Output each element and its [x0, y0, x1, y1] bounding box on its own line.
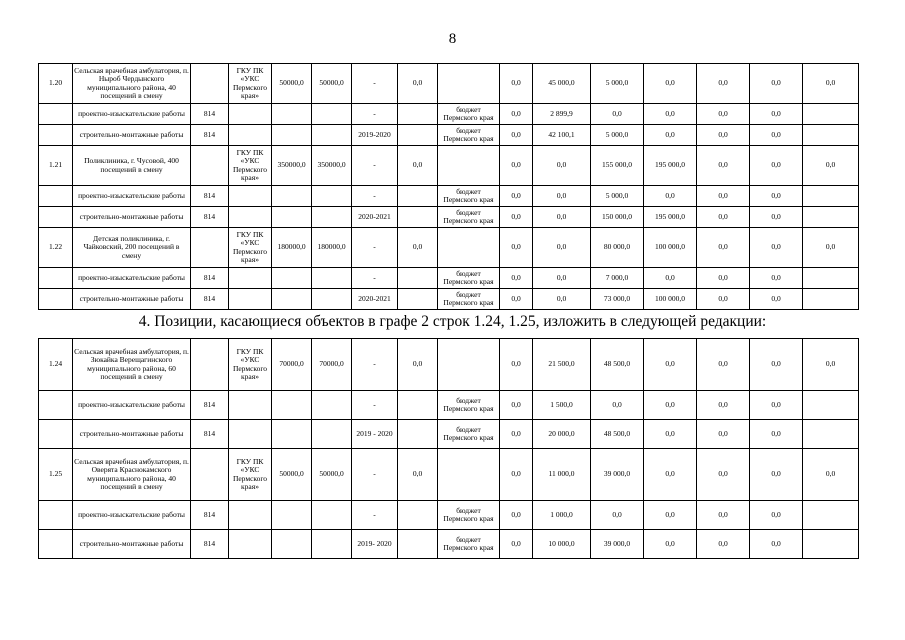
- table-row-subitem: [39, 391, 859, 420]
- cell-year-value: 42 100,1: [533, 125, 591, 146]
- cell-year-value: 0,0: [500, 420, 533, 449]
- cell-year-value: 0,0: [697, 268, 750, 289]
- table-row-subitem: [39, 186, 859, 207]
- cell-object-name: Сельская врачебная амбулатория, п. Ныроб Чердынского муниципального района, 40 посещений в смену: [73, 64, 191, 104]
- cell-funding-source: бюджет Пермского края: [438, 391, 500, 420]
- cell-year-value: 0,0: [750, 501, 803, 530]
- cell-budget-code: 814: [191, 207, 229, 228]
- cell-used-funds: 0,0: [398, 339, 438, 391]
- table-row-object: [39, 339, 859, 391]
- page-number: 8: [448, 31, 457, 47]
- cell-year-value: 0,0: [697, 420, 750, 449]
- cell-year-value: 0,0: [500, 228, 533, 268]
- cell-year-value: 0,0: [750, 289, 803, 310]
- cell-year-value: 0,0: [644, 391, 697, 420]
- cell-year-value: 0,0: [803, 64, 859, 104]
- cell-used-funds: [398, 530, 438, 559]
- cell-cost-limit: [312, 207, 352, 228]
- cell-year-value: 1 500,0: [533, 391, 591, 420]
- cell-year-value: 0,0: [750, 449, 803, 501]
- table-row-subitem: [39, 207, 859, 228]
- cell-year-value: 0,0: [500, 146, 533, 186]
- cell-object-name: проектно-изыскательские работы: [73, 501, 191, 530]
- table-row-subitem: [39, 289, 859, 310]
- cell-cost-limit: [312, 125, 352, 146]
- cell-year-value: 0,0: [644, 64, 697, 104]
- cell-year-value: 0,0: [750, 104, 803, 125]
- cell-used-funds: [398, 207, 438, 228]
- cell-year-value: 73 000,0: [591, 289, 644, 310]
- cell-funding-source: бюджет Пермского края: [438, 207, 500, 228]
- cell-customer: [229, 289, 272, 310]
- cell-cost-limit: [312, 501, 352, 530]
- cell-year-value: 0,0: [803, 449, 859, 501]
- cell-used-funds: 0,0: [398, 146, 438, 186]
- cell-year-value: 0,0: [750, 268, 803, 289]
- cell-year-value: 0,0: [803, 146, 859, 186]
- cell-customer: ГКУ ПК «УКС Пермского края»: [229, 146, 272, 186]
- cell-row-number: 1.24: [39, 339, 73, 391]
- cell-year-value: 39 000,0: [591, 449, 644, 501]
- cell-budget-code: 814: [191, 268, 229, 289]
- cell-estimated-cost: [272, 104, 312, 125]
- cell-year-value: 0,0: [500, 530, 533, 559]
- cell-year-value: 2 899,9: [533, 104, 591, 125]
- cell-year-value: 0,0: [697, 289, 750, 310]
- cell-year-value: [803, 207, 859, 228]
- cell-year-value: 0,0: [500, 268, 533, 289]
- cell-year-value: 39 000,0: [591, 530, 644, 559]
- cell-row-number: [39, 289, 73, 310]
- cell-used-funds: [398, 125, 438, 146]
- cell-row-number: [39, 207, 73, 228]
- cell-row-number: [39, 530, 73, 559]
- cell-construction-period: -: [352, 186, 398, 207]
- cell-year-value: 10 000,0: [533, 530, 591, 559]
- cell-object-name: проектно-изыскательские работы: [73, 268, 191, 289]
- cell-year-value: [803, 186, 859, 207]
- cell-estimated-cost: [272, 268, 312, 289]
- cell-year-value: 0,0: [750, 420, 803, 449]
- cell-year-value: 0,0: [644, 420, 697, 449]
- cell-customer: [229, 420, 272, 449]
- table-row-subitem: [39, 501, 859, 530]
- cell-construction-period: -: [352, 391, 398, 420]
- cell-year-value: [803, 289, 859, 310]
- cell-year-value: 5 000,0: [591, 125, 644, 146]
- cell-cost-limit: [312, 104, 352, 125]
- cell-year-value: 0,0: [697, 64, 750, 104]
- cell-funding-source: [438, 339, 500, 391]
- cell-cost-limit: [312, 289, 352, 310]
- cell-construction-period: -: [352, 339, 398, 391]
- cell-year-value: 0,0: [591, 501, 644, 530]
- cell-year-value: 155 000,0: [591, 146, 644, 186]
- cell-year-value: 0,0: [644, 501, 697, 530]
- cell-customer: ГКУ ПК «УКС Пермского края»: [229, 64, 272, 104]
- cell-year-value: 0,0: [644, 125, 697, 146]
- cell-customer: [229, 530, 272, 559]
- cell-cost-limit: 350000,0: [312, 146, 352, 186]
- cell-funding-source: бюджет Пермского края: [438, 104, 500, 125]
- cell-funding-source: бюджет Пермского края: [438, 420, 500, 449]
- cell-estimated-cost: [272, 501, 312, 530]
- cell-construction-period: 2020-2021: [352, 207, 398, 228]
- cell-used-funds: [398, 268, 438, 289]
- cell-year-value: 0,0: [750, 391, 803, 420]
- cell-used-funds: [398, 186, 438, 207]
- cell-row-number: [39, 186, 73, 207]
- cell-object-name: строительно-монтажные работы: [73, 125, 191, 146]
- cell-year-value: 100 000,0: [644, 228, 697, 268]
- cell-customer: ГКУ ПК «УКС Пермского края»: [229, 339, 272, 391]
- cell-budget-code: 814: [191, 530, 229, 559]
- cell-year-value: 0,0: [500, 339, 533, 391]
- cell-year-value: 0,0: [500, 207, 533, 228]
- cell-row-number: [39, 125, 73, 146]
- cell-year-value: 11 000,0: [533, 449, 591, 501]
- cell-year-value: 0,0: [500, 104, 533, 125]
- cell-year-value: 0,0: [500, 125, 533, 146]
- cell-year-value: 0,0: [750, 64, 803, 104]
- table-row-subitem: [39, 268, 859, 289]
- cell-year-value: [803, 125, 859, 146]
- cell-used-funds: [398, 289, 438, 310]
- cell-year-value: 20 000,0: [533, 420, 591, 449]
- cell-object-name: Сельская врачебная амбулатория, п. Зюкайка Верещагинского муниципального района, 60 посещений в смену: [73, 339, 191, 391]
- cell-funding-source: бюджет Пермского края: [438, 186, 500, 207]
- cell-cost-limit: 50000,0: [312, 449, 352, 501]
- cell-object-name: проектно-изыскательские работы: [73, 391, 191, 420]
- cell-year-value: [803, 420, 859, 449]
- cell-customer: ГКУ ПК «УКС Пермского края»: [229, 228, 272, 268]
- cell-year-value: 0,0: [644, 268, 697, 289]
- cell-year-value: 0,0: [697, 207, 750, 228]
- table-row-subitem: [39, 530, 859, 559]
- cell-year-value: 0,0: [750, 530, 803, 559]
- cell-customer: [229, 207, 272, 228]
- table-row-object: [39, 228, 859, 268]
- cell-year-value: 0,0: [644, 339, 697, 391]
- cell-construction-period: -: [352, 501, 398, 530]
- cell-year-value: 0,0: [533, 228, 591, 268]
- cell-budget-code: 814: [191, 391, 229, 420]
- cell-construction-period: 2020-2021: [352, 289, 398, 310]
- cell-estimated-cost: 50000,0: [272, 64, 312, 104]
- cell-year-value: 0,0: [697, 391, 750, 420]
- cell-year-value: 45 000,0: [533, 64, 591, 104]
- cell-year-value: 0,0: [533, 289, 591, 310]
- cell-cost-limit: [312, 530, 352, 559]
- cell-used-funds: 0,0: [398, 228, 438, 268]
- cell-year-value: [803, 501, 859, 530]
- cell-year-value: 0,0: [500, 449, 533, 501]
- cell-year-value: [803, 104, 859, 125]
- cell-year-value: 0,0: [750, 186, 803, 207]
- cell-budget-code: 814: [191, 289, 229, 310]
- cell-year-value: [803, 268, 859, 289]
- cell-funding-source: бюджет Пермского края: [438, 501, 500, 530]
- cell-year-value: 0,0: [697, 125, 750, 146]
- cell-year-value: 0,0: [644, 530, 697, 559]
- table-row-subitem: [39, 420, 859, 449]
- cell-year-value: [803, 391, 859, 420]
- cell-year-value: 0,0: [697, 339, 750, 391]
- cell-year-value: 0,0: [644, 186, 697, 207]
- table-row-subitem: [39, 125, 859, 146]
- cell-year-value: 0,0: [591, 391, 644, 420]
- cell-year-value: 0,0: [500, 391, 533, 420]
- cell-construction-period: 2019 - 2020: [352, 420, 398, 449]
- cell-year-value: 0,0: [500, 186, 533, 207]
- cell-year-value: 48 500,0: [591, 420, 644, 449]
- cell-year-value: [803, 530, 859, 559]
- cell-year-value: 7 000,0: [591, 268, 644, 289]
- cell-estimated-cost: [272, 420, 312, 449]
- cell-row-number: [39, 268, 73, 289]
- cell-year-value: 195 000,0: [644, 207, 697, 228]
- cell-row-number: [39, 420, 73, 449]
- cell-estimated-cost: 50000,0: [272, 449, 312, 501]
- section-heading: 4. Позиции, касающиеся объектов в графе 2 строк 1.24, 1.25, изложить в следующей редакции:: [138, 313, 767, 330]
- cell-year-value: 0,0: [533, 268, 591, 289]
- cell-budget-code: [191, 146, 229, 186]
- cell-row-number: 1.20: [39, 64, 73, 104]
- cell-year-value: 0,0: [644, 449, 697, 501]
- cell-year-value: 150 000,0: [591, 207, 644, 228]
- cell-construction-period: -: [352, 146, 398, 186]
- cell-row-number: [39, 501, 73, 530]
- cell-construction-period: -: [352, 268, 398, 289]
- cell-budget-code: 814: [191, 420, 229, 449]
- cell-object-name: строительно-монтажные работы: [73, 289, 191, 310]
- cell-funding-source: [438, 146, 500, 186]
- cell-used-funds: [398, 501, 438, 530]
- cell-customer: [229, 104, 272, 125]
- cell-estimated-cost: [272, 391, 312, 420]
- cell-funding-source: бюджет Пермского края: [438, 530, 500, 559]
- cell-object-name: Сельская врачебная амбулатория, п. Оверята Краснокамского муниципального района, 40 посещений в смену: [73, 449, 191, 501]
- table-row-object: [39, 449, 859, 501]
- cell-construction-period: -: [352, 228, 398, 268]
- cell-year-value: 0,0: [697, 530, 750, 559]
- cell-year-value: 0,0: [533, 146, 591, 186]
- cell-year-value: 0,0: [533, 207, 591, 228]
- cell-construction-period: 2019-2020: [352, 125, 398, 146]
- cell-cost-limit: [312, 391, 352, 420]
- cell-object-name: проектно-изыскательские работы: [73, 104, 191, 125]
- cell-cost-limit: 180000,0: [312, 228, 352, 268]
- cell-year-value: 0,0: [697, 501, 750, 530]
- cell-year-value: 0,0: [533, 186, 591, 207]
- cell-construction-period: -: [352, 104, 398, 125]
- cell-year-value: 0,0: [750, 228, 803, 268]
- cell-customer: [229, 268, 272, 289]
- cell-estimated-cost: 180000,0: [272, 228, 312, 268]
- table-2: [38, 338, 859, 559]
- cell-year-value: 0,0: [697, 186, 750, 207]
- cell-funding-source: [438, 228, 500, 268]
- cell-cost-limit: [312, 268, 352, 289]
- cell-estimated-cost: [272, 289, 312, 310]
- cell-used-funds: 0,0: [398, 449, 438, 501]
- cell-budget-code: 814: [191, 501, 229, 530]
- cell-estimated-cost: 350000,0: [272, 146, 312, 186]
- cell-object-name: Поликлиника, г. Чусовой, 400 посещений в смену: [73, 146, 191, 186]
- cell-budget-code: 814: [191, 104, 229, 125]
- cell-used-funds: 0,0: [398, 64, 438, 104]
- cell-year-value: 0,0: [750, 339, 803, 391]
- cell-year-value: 0,0: [697, 104, 750, 125]
- cell-row-number: 1.21: [39, 146, 73, 186]
- cell-year-value: 0,0: [500, 64, 533, 104]
- cell-cost-limit: [312, 420, 352, 449]
- cell-year-value: 48 500,0: [591, 339, 644, 391]
- table-1: [38, 63, 859, 310]
- cell-funding-source: [438, 64, 500, 104]
- cell-estimated-cost: [272, 186, 312, 207]
- cell-row-number: 1.22: [39, 228, 73, 268]
- cell-budget-code: 814: [191, 125, 229, 146]
- cell-used-funds: [398, 104, 438, 125]
- cell-year-value: 80 000,0: [591, 228, 644, 268]
- cell-year-value: 0,0: [803, 228, 859, 268]
- cell-estimated-cost: [272, 125, 312, 146]
- cell-cost-limit: [312, 186, 352, 207]
- cell-row-number: 1.25: [39, 449, 73, 501]
- cell-construction-period: -: [352, 449, 398, 501]
- cell-year-value: 0,0: [697, 449, 750, 501]
- cell-year-value: 0,0: [750, 207, 803, 228]
- cell-year-value: 0,0: [697, 228, 750, 268]
- cell-budget-code: [191, 64, 229, 104]
- table-row-subitem: [39, 104, 859, 125]
- cell-construction-period: 2019- 2020: [352, 530, 398, 559]
- cell-object-name: строительно-монтажные работы: [73, 530, 191, 559]
- cell-cost-limit: 50000,0: [312, 64, 352, 104]
- cell-customer: [229, 125, 272, 146]
- cell-object-name: строительно-монтажные работы: [73, 207, 191, 228]
- cell-year-value: 0,0: [697, 146, 750, 186]
- cell-customer: [229, 186, 272, 207]
- cell-row-number: [39, 391, 73, 420]
- table-row-object: [39, 146, 859, 186]
- cell-funding-source: бюджет Пермского края: [438, 289, 500, 310]
- cell-customer: ГКУ ПК «УКС Пермского края»: [229, 449, 272, 501]
- cell-customer: [229, 501, 272, 530]
- cell-budget-code: [191, 449, 229, 501]
- cell-year-value: 5 000,0: [591, 64, 644, 104]
- cell-estimated-cost: [272, 530, 312, 559]
- cell-year-value: 0,0: [644, 104, 697, 125]
- cell-object-name: проектно-изыскательские работы: [73, 186, 191, 207]
- cell-funding-source: бюджет Пермского края: [438, 268, 500, 289]
- cell-used-funds: [398, 391, 438, 420]
- cell-estimated-cost: 70000,0: [272, 339, 312, 391]
- table-row-object: [39, 64, 859, 104]
- cell-construction-period: -: [352, 64, 398, 104]
- cell-year-value: 195 000,0: [644, 146, 697, 186]
- cell-year-value: 21 500,0: [533, 339, 591, 391]
- cell-row-number: [39, 104, 73, 125]
- cell-budget-code: [191, 228, 229, 268]
- cell-year-value: 0,0: [500, 289, 533, 310]
- cell-cost-limit: 70000,0: [312, 339, 352, 391]
- cell-year-value: 100 000,0: [644, 289, 697, 310]
- cell-year-value: 0,0: [750, 146, 803, 186]
- cell-estimated-cost: [272, 207, 312, 228]
- cell-funding-source: бюджет Пермского края: [438, 125, 500, 146]
- cell-funding-source: [438, 449, 500, 501]
- cell-budget-code: 814: [191, 186, 229, 207]
- cell-year-value: 0,0: [803, 339, 859, 391]
- cell-year-value: 0,0: [750, 125, 803, 146]
- cell-year-value: 0,0: [591, 104, 644, 125]
- cell-customer: [229, 391, 272, 420]
- cell-budget-code: [191, 339, 229, 391]
- cell-object-name: строительно-монтажные работы: [73, 420, 191, 449]
- cell-year-value: 0,0: [500, 501, 533, 530]
- cell-object-name: Детская поликлиника, г. Чайковский, 200 посещений в смену: [73, 228, 191, 268]
- cell-year-value: 1 000,0: [533, 501, 591, 530]
- cell-year-value: 5 000,0: [591, 186, 644, 207]
- cell-used-funds: [398, 420, 438, 449]
